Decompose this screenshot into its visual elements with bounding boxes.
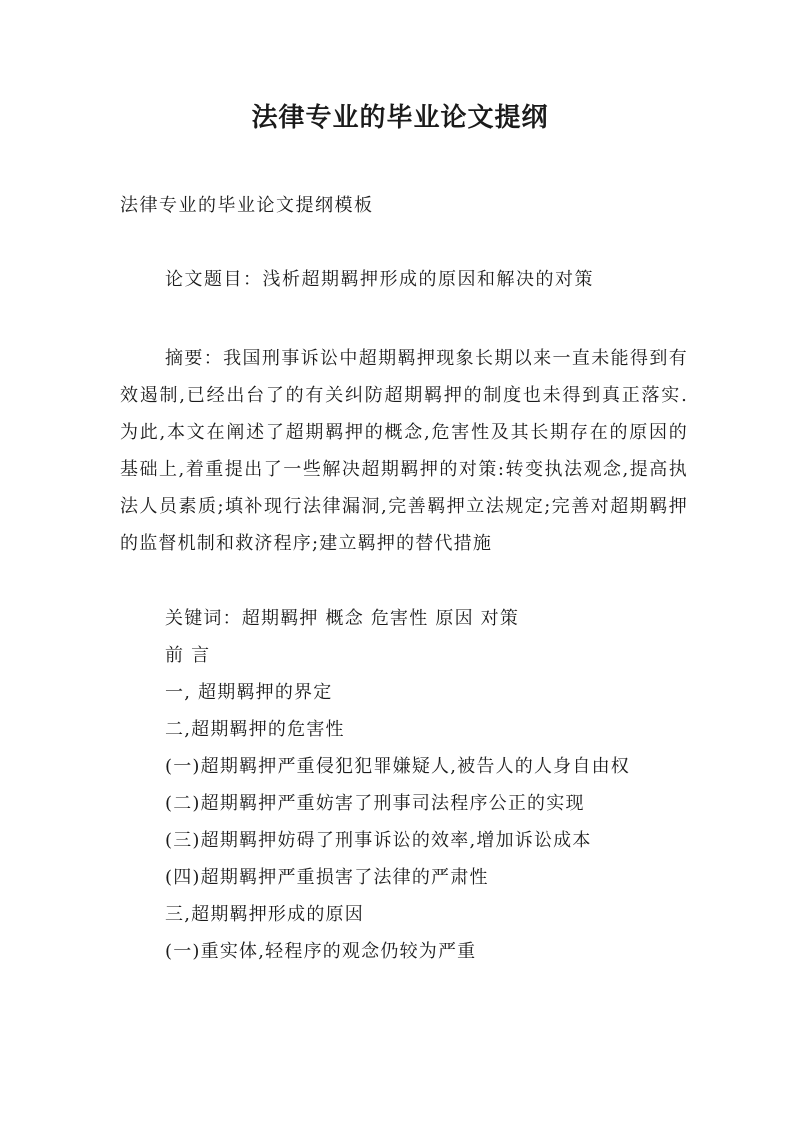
abstract-paragraph: 摘要：我国刑事诉讼中超期羁押现象长期以来一直未能得到有效遏制,已经出台了的有关纠防超期羁押的制度也未得到真正落实.为此,本文在阐述了超期羁押的概念,危害性及其长期存在的原因的基础上,着重提出了一些解决超期羁押的对策:转变执法观念,提高执法人员素质;填补现行法律漏洞,完善羁押立法规定;完善对超期羁押的监督机制和救济程序;建立羁押的替代措施 [120, 348, 688, 554]
outline-item: (一)超期羁押严重侵犯犯罪嫌疑人,被告人的人身自由权 [165, 756, 630, 777]
outline-item: 前 言 [165, 645, 211, 666]
outline-item: (三)超期羁押妨碍了刑事诉讼的效率,增加诉讼成本 [165, 830, 592, 851]
outline-item: 一, 超期羁押的界定 [165, 682, 333, 703]
outline-item: 三,超期羁押形成的原因 [165, 904, 364, 925]
outline-item: (一)重实体,轻程序的观念仍较为严重 [165, 941, 477, 962]
outline-item: (四)超期羁押严重损害了法律的严肃性 [165, 867, 489, 888]
keywords-line: 关键词：超期羁押 概念 危害性 原因 对策 [165, 608, 520, 629]
outline-list [120, 600, 688, 970]
outline-item: 二,超期羁押的危害性 [165, 719, 345, 740]
thesis-topic: 论文题目：浅析超期羁押形成的原因和解决的对策 [165, 269, 594, 290]
outline-item: (二)超期羁押严重妨害了刑事司法程序公正的实现 [165, 793, 585, 814]
document-subtitle: 法律专业的毕业论文提纲模板 [120, 195, 374, 216]
document-title: 法律专业的毕业论文提纲 [251, 103, 549, 133]
